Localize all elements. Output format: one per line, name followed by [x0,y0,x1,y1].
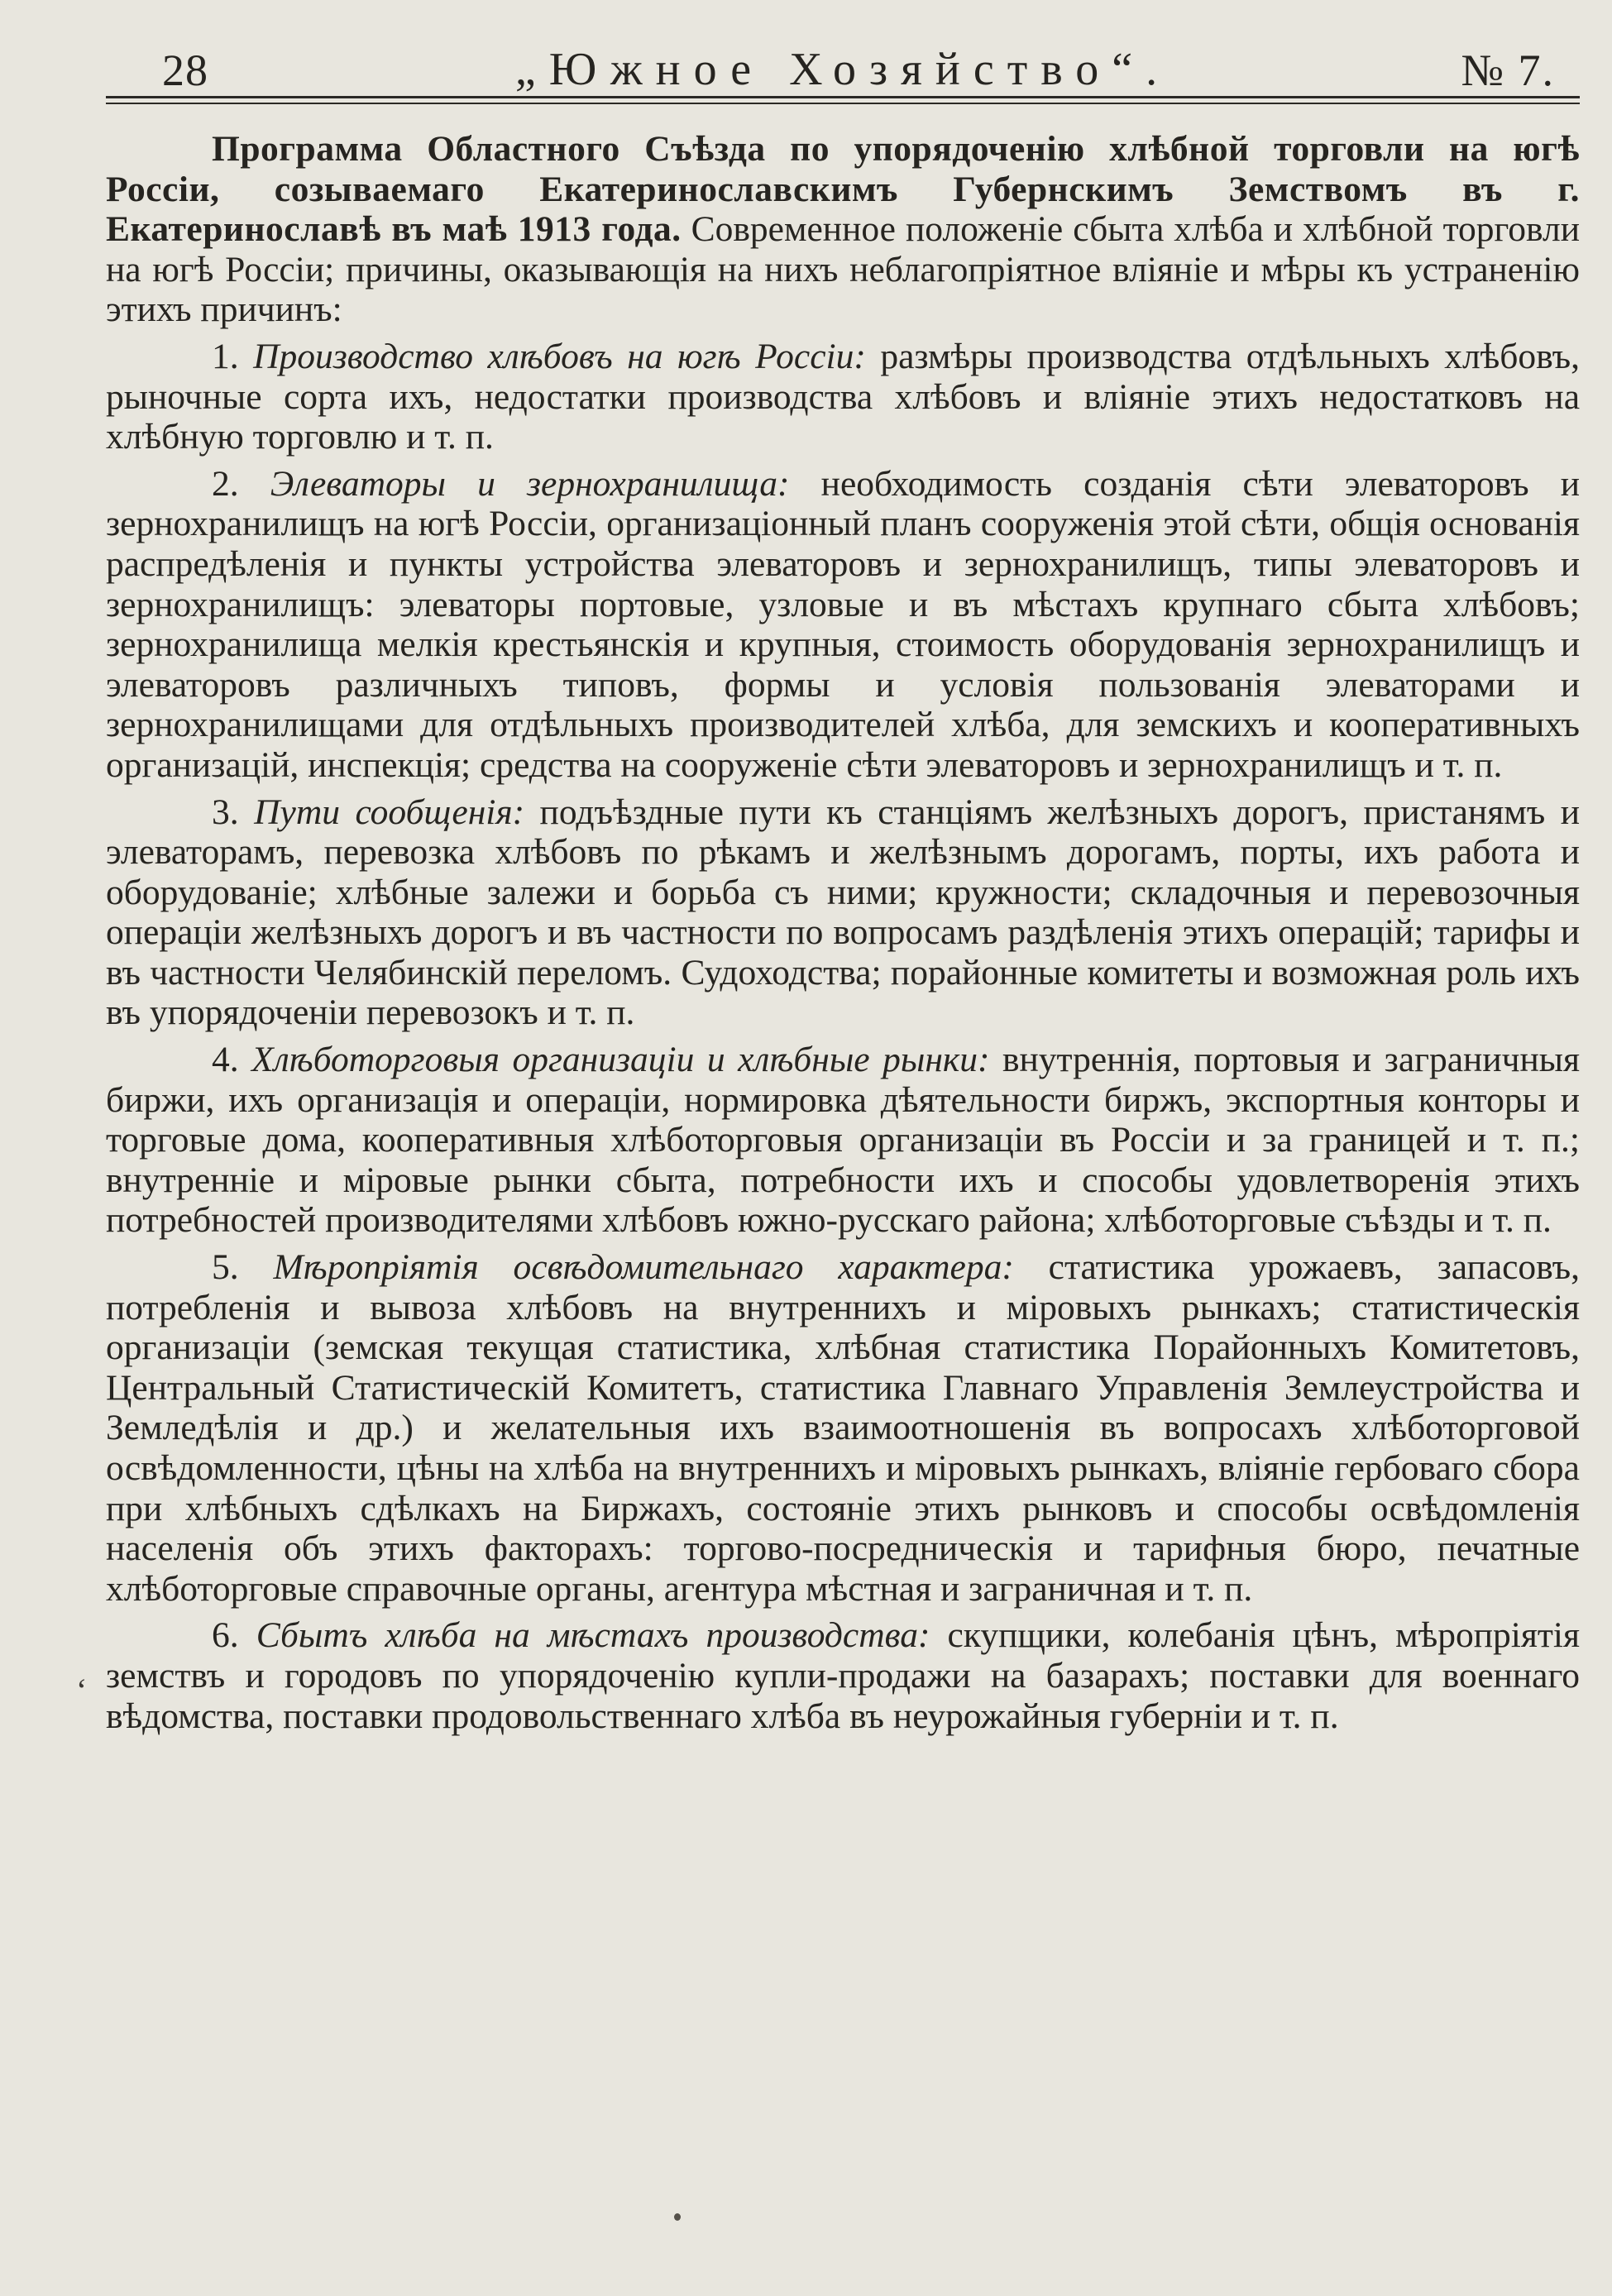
program-item-5 [106,1247,1580,1609]
intro-text: Современное положеніе сбыта хлѣба и хлѣбной торговли на югѣ Россіи; причины, оказывающія на нихъ неблагопріятное вліяніе и мѣры къ устраненію этихъ причинъ: [106,209,1580,330]
item-number: 5. [212,1247,239,1288]
item-title: Производство хлѣбовъ на югѣ Россіи: [253,336,866,376]
margin-mark: ʻ [76,1672,88,1709]
item-number: 2. [212,463,239,504]
item-text: статистика урожаевъ, запасовъ, потребленія и вывоза хлѣбовъ на внутреннихъ и міровыхъ рынкахъ; статистическія организаціи (земская текущая статистика, хлѣбная статистика Порайонныхъ Комитетовъ, Центральный Статистическій Комитетъ, статистика Главнаго Управленія Землеустройства и Земледѣлія и др.) и желательныя ихъ взаимоотношенія въ вопросахъ хлѣботорговой освѣдомленности, цѣны на хлѣба на внутреннихъ и міровыхъ рынкахъ, вліяніе гербоваго сбора при хлѣбныхъ сдѣлкахъ на Биржахъ, состояніе этихъ рынковъ и способы освѣдомленія населенія объ этихъ факторахъ: торгово-посредническія и тарифныя бюро, печатные хлѣботорговые справочные органы, агентура мѣстная и заграничная и т. п. [106,1247,1581,1609]
program-item-6 [106,1615,1580,1736]
program-item-2 [106,464,1580,786]
item-text: подъѣздные пути къ станціямъ желѣзныхъ дорогъ, пристанямъ и элеваторамъ, перевозка хлѣбовъ по рѣкамъ и желѣзнымъ дорогамъ, порты, ихъ работа и оборудованіе; хлѣбные залежи и борьба съ ними; кружности; складочныя и перевозочныя операціи желѣзныхъ дорогъ и въ частности по вопросамъ раздѣленія этихъ операцій; тарифы и въ частности Челябинскій переломъ. Судоходства; порайонные комитеты и возможная роль ихъ въ упорядоченіи перевозокъ и т. п. [106,792,1580,1033]
item-number: 4. [212,1040,239,1080]
item-text: размѣры производства отдѣльныхъ хлѣбовъ, рыночные сорта ихъ, недостатки производства хлѣбовъ и вліяніе этихъ недостатковъ на хлѣбную торговлю и т. п. [106,336,1580,457]
item-title: Элеваторы и зернохранилища: [270,463,790,504]
item-number: 3. [212,792,239,832]
program-item-1 [106,337,1580,457]
ink-blot [674,2213,681,2221]
header-rule-thin [106,103,1580,104]
journal-title: „Южное Хозяйство“. [514,44,1171,95]
item-title: Сбытъ хлѣба на мѣстахъ производства: [256,1615,930,1656]
item-text: необходимость созданія сѣти элеваторовъ и зернохранилищъ на югѣ Россіи, организаціонный планъ сооруженія этой сѣти, общія основанія распредѣленія и пункты устройства элеваторовъ и зернохранилищъ, типы элеваторовъ и зернохранилищъ: элеваторы портовые, узловые и въ мѣстахъ крупнаго сбыта хлѣбовъ; зернохранилища мелкія крестьянскія и крупныя, стоимость оборудованія зернохранилищъ и элеваторовъ различныхъ типовъ, формы и условія пользованія элеваторами и зернохранилищами для отдѣльныхъ производителей хлѣба, для земскихъ и кооперативныхъ организацій, инспекція; средства на сооруженіе сѣти элеваторовъ и зернохранилищъ и т. п. [106,463,1580,785]
issue-number: № 7. [1461,45,1555,95]
program-title: Программа Областного Съѣзда по упорядоченію хлѣбной торговли на югѣ Россіи, созываемаго Екатеринославскимъ Губернскимъ Земствомъ въ г. Екатеринославѣ въ маѣ 1913 года. [106,129,1580,250]
intro-paragraph [106,129,1580,330]
article-body [106,129,1580,1736]
item-title: Пути сообщенія: [254,792,525,832]
item-number: 1. [212,336,239,376]
item-text: скупщики, колебанія цѣнъ, мѣропріятія земствъ и городовъ по упорядоченію купли-продажи на базарахъ; поставки для военнаго вѣдомства, поставки продовольственнаго хлѣба въ неурожайныя губерніи и т. п. [106,1615,1580,1736]
header-rule-thick [106,96,1580,98]
item-title: Мѣропріятія освѣдомительнаго характера: [273,1247,1014,1288]
page-header [106,30,1580,96]
program-item-4 [106,1040,1580,1241]
item-text: внутреннія, портовыя и заграничныя биржи, ихъ организація и операціи, нормировка дѣятельности биржъ, экспортныя конторы и торговые дома, кооперативныя хлѣботорговыя организаціи въ Россіи и за границей и т. п.; внутренніе и міровые рынки сбыта, потребности ихъ и способы удовлетворенія этихъ потребностей производителями хлѣбовъ южно-русскаго района; хлѣботорговые съѣзды и т. п. [106,1040,1580,1241]
item-title: Хлѣботорговыя организаціи и хлѣбные рынки: [251,1040,990,1080]
program-item-3 [106,792,1580,1034]
item-number: 6. [212,1615,239,1656]
page-number: 28 [162,45,208,95]
